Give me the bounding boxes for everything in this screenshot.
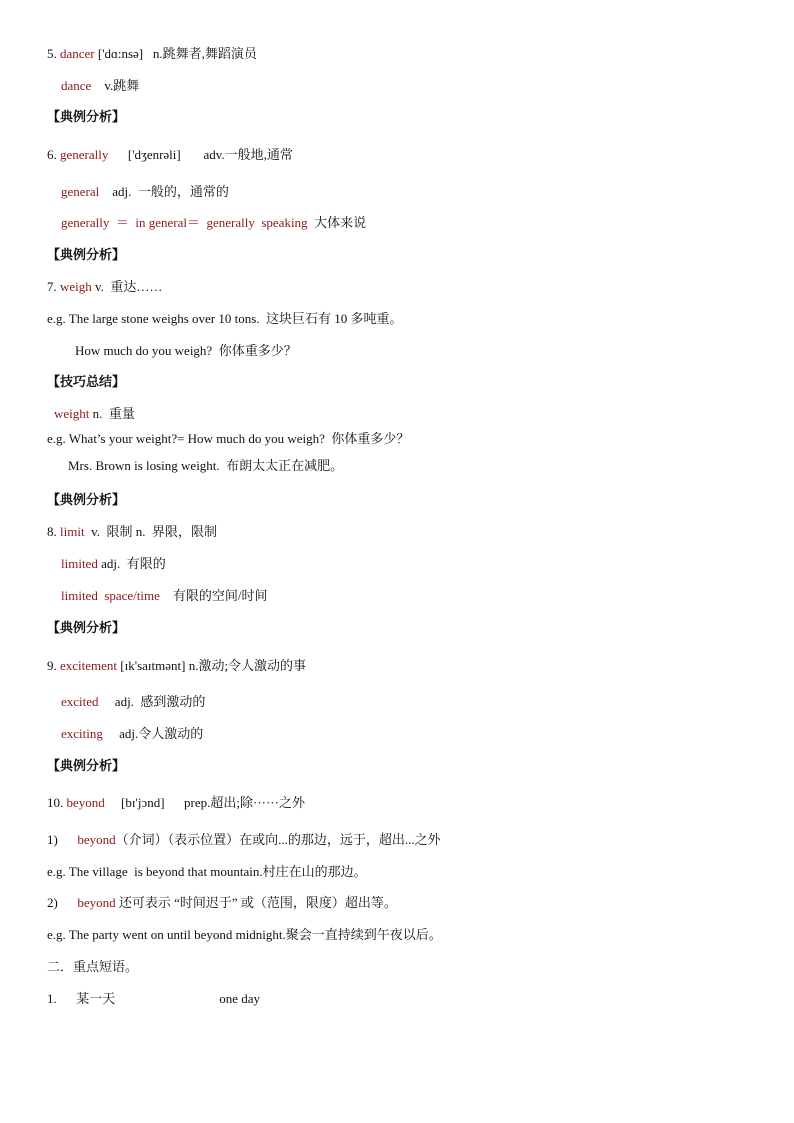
text-segment: e.g. The party went on until beyond midnight.聚会一直持续到午夜以后。 <box>47 927 442 942</box>
text-segment: adj. 有限的 <box>97 556 166 571</box>
text-segment: v. 重达…… <box>91 279 163 294</box>
line-1 <box>47 45 257 63</box>
line-16 <box>47 523 217 541</box>
line-9 <box>47 310 403 328</box>
text-segment: dance <box>61 78 92 93</box>
text-segment: 5. <box>47 46 60 61</box>
text-segment: [ɪk'saɪtmənt] n.激动;令人激动的事 <box>117 658 307 673</box>
text-segment: v.跳舞 <box>91 78 140 93</box>
line-15 <box>47 491 125 509</box>
line-3 <box>47 108 125 126</box>
text-segment: generally ＝ in general＝ generally speaking <box>61 215 308 230</box>
text-segment: beyond <box>77 832 116 847</box>
text-segment: 【典例分析】 <box>47 109 126 124</box>
text-segment: beyond <box>66 795 105 810</box>
line-10 <box>75 342 297 360</box>
text-segment: 【典例分析】 <box>47 758 126 773</box>
text-segment: adj.令人激动的 <box>102 726 204 741</box>
line-20 <box>47 657 306 675</box>
text-segment: excitement <box>60 658 118 673</box>
line-21 <box>61 693 205 711</box>
line-18 <box>61 587 268 605</box>
line-4 <box>47 146 293 164</box>
line-24 <box>47 794 305 812</box>
text-segment: e.g. What’s your weight?= How much do you weigh? 你体重多少？ <box>47 431 410 446</box>
line-30 <box>47 990 260 1008</box>
text-segment: ['dʒenrəli] adv.一般地,通常 <box>108 147 293 162</box>
text-segment: 2) <box>47 895 78 910</box>
line-6 <box>61 214 366 232</box>
text-segment: dancer <box>60 46 95 61</box>
text-segment: 【典例分析】 <box>47 620 126 635</box>
text-segment: 【技巧总结】 <box>47 374 126 389</box>
text-segment: limit <box>60 524 85 539</box>
text-segment: 大体来说 <box>307 215 367 230</box>
line-12 <box>54 405 135 423</box>
text-segment: （介词）（表示位置）在或向...的那边，远于，超出...之外 <box>115 832 441 847</box>
text-segment: 7. <box>47 279 60 294</box>
text-segment: 二．重点短语。 <box>47 959 139 974</box>
text-segment: 【典例分析】 <box>47 247 126 262</box>
line-14 <box>68 457 343 475</box>
text-segment: exciting <box>61 726 103 741</box>
text-segment: excited <box>61 694 99 709</box>
text-segment: beyond <box>77 895 116 910</box>
text-segment: e.g. The large stone weighs over 10 tons. 这块巨石有 10 多吨重。 <box>47 311 403 326</box>
text-segment: 6. <box>47 147 60 162</box>
text-segment: e.g. The village is beyond that mountain.村庄在山的那边。 <box>47 864 367 879</box>
text-segment: 还可表示 “时间迟于” 或（范围，限度）超出等。 <box>115 895 397 910</box>
line-22 <box>61 725 203 743</box>
text-segment: generally <box>60 147 109 162</box>
text-segment: ['dɑ:nsə] n.跳舞者,舞蹈演员 <box>94 46 257 61</box>
text-segment: adj. 感到激动的 <box>98 694 206 709</box>
line-8 <box>47 278 162 296</box>
line-27 <box>47 894 397 912</box>
line-7 <box>47 246 125 264</box>
line-26 <box>47 863 367 881</box>
text-segment: weight <box>54 406 90 421</box>
line-23 <box>47 757 125 775</box>
text-segment: weigh <box>60 279 92 294</box>
text-segment: How much do you weigh? 你体重多少？ <box>75 343 297 358</box>
line-5 <box>61 183 229 201</box>
text-segment: adj. 一般的，通常的 <box>99 184 229 199</box>
text-segment: [bɪ'jɔnd] prep.超出;除······之外 <box>104 795 305 810</box>
text-segment: 9. <box>47 658 60 673</box>
line-13 <box>47 430 409 448</box>
text-segment: limited space/time <box>61 588 160 603</box>
line-11 <box>47 373 125 391</box>
line-29 <box>47 958 138 976</box>
line-2 <box>61 77 139 95</box>
text-segment: Mrs. Brown is losing weight. 布朗太太正在减肥。 <box>68 458 344 473</box>
line-25 <box>47 831 441 849</box>
line-19 <box>47 619 125 637</box>
text-segment: n. 重量 <box>89 406 135 421</box>
text-segment: v. 限制 n. 界限，限制 <box>84 524 217 539</box>
text-segment: 8. <box>47 524 60 539</box>
text-segment: 10. <box>47 795 67 810</box>
text-segment: 【典例分析】 <box>47 492 126 507</box>
text-segment: general <box>61 184 100 199</box>
text-segment: 有限的空间/时间 <box>159 588 268 603</box>
line-28 <box>47 926 442 944</box>
text-segment: 1) <box>47 832 78 847</box>
line-17 <box>61 555 166 573</box>
text-segment: limited <box>61 556 98 571</box>
text-segment: 1. 某一天 one day <box>47 991 261 1006</box>
